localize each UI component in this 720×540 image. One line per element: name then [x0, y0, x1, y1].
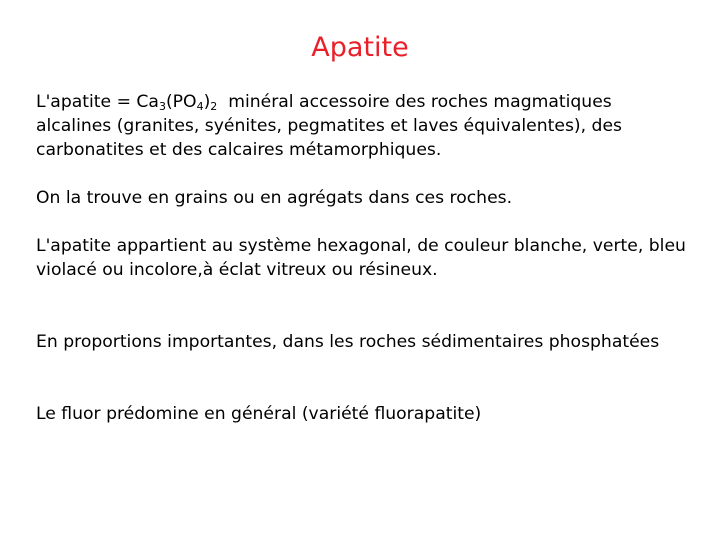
- formula-prefix: L'apatite = Ca: [36, 92, 159, 112]
- formula-subscript-oxygen: 4: [196, 100, 204, 113]
- formula-phosphate: (PO: [165, 92, 197, 112]
- occurrence-paragraph: On la trouve en grains ou en agrégats dans ces roches.: [36, 188, 513, 208]
- page-title: Apatite: [311, 32, 409, 63]
- formula-description: minéral accessoire des roches magmatiques alcalines (granites, syénites, pegmatites et laves équivalentes), des carbonatites et des calcaires métamorphiques.: [36, 92, 628, 160]
- formula-close-paren: ): [203, 92, 211, 112]
- formula-subscript-calcium: 3: [158, 100, 166, 113]
- crystal-system-paragraph: L'apatite appartient au système hexagonal, de couleur blanche, verte, bleu violacé ou incolore,à éclat vitreux ou résineux.: [36, 236, 686, 280]
- sedimentary-paragraph: En proportions importantes, dans les roches sédimentaires phosphatées: [36, 332, 660, 352]
- fluorine-paragraph: Le fluor prédomine en général (variété fluorapatite): [36, 404, 482, 424]
- formula-paragraph: [36, 90, 686, 162]
- formula-subscript-phosphate: 2: [210, 100, 218, 113]
